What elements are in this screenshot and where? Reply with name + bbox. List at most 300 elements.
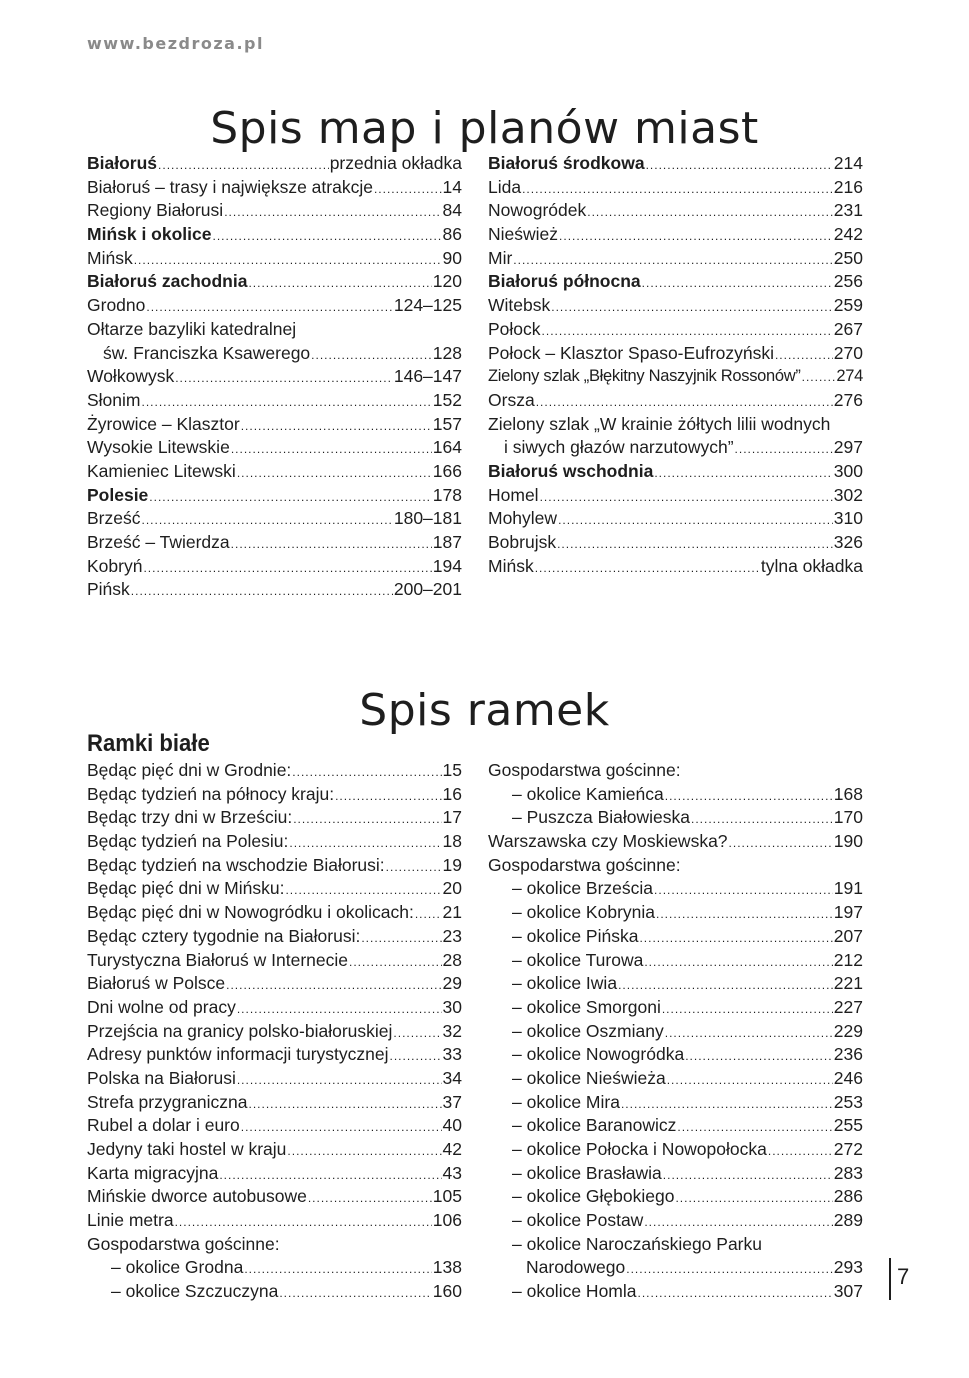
entry-title: Będąc pięć dni w Grodnie:	[87, 760, 292, 780]
entry-page: 293	[833, 1257, 863, 1278]
entry-title: Polska na Białorusi	[87, 1067, 236, 1088]
entry-page: 168	[833, 783, 863, 804]
entry-page: 212	[833, 949, 863, 970]
dot-leader	[293, 808, 441, 832]
entry-title: Karta migracyjna	[87, 1162, 219, 1183]
entry-title: Będąc tydzień na wschodzie Białorusi:	[87, 854, 385, 875]
entry-page: 30	[442, 996, 462, 1017]
entry-title: – okolice Kobrynia	[512, 902, 655, 923]
entry-title: Białoruś północna	[488, 271, 641, 292]
entry-page: 37	[442, 1091, 462, 1112]
index-entry	[488, 199, 863, 223]
entry-title: – okolice Nowogródka	[512, 1044, 685, 1065]
index-entry	[488, 1043, 863, 1067]
entry-title: Będąc trzy dni w Brześciu:	[87, 807, 293, 828]
index-entry	[488, 1233, 863, 1257]
dot-leader	[415, 903, 442, 927]
entry-title: Nowogródek	[488, 200, 587, 221]
entry-page: 250	[833, 247, 863, 268]
dot-leader	[142, 391, 432, 415]
dot-leader	[241, 415, 432, 439]
index-entry	[488, 152, 863, 176]
dot-leader	[149, 486, 432, 510]
dot-leader	[654, 879, 833, 903]
dot-leader	[390, 1045, 442, 1069]
dot-leader	[219, 1164, 441, 1188]
entry-page: 190	[833, 831, 863, 852]
entry-page: 28	[442, 949, 462, 970]
entry-page: 272	[833, 1139, 863, 1159]
entry-title: Będąc cztery tygodnie na Białorusi:	[87, 925, 361, 946]
entry-title: – okolice Kamieńca	[512, 783, 664, 804]
entry-title: Rubel a dolar i euro	[87, 1115, 240, 1136]
maps-index-right-column	[488, 152, 863, 578]
entry-title: – okolice Pińska	[512, 925, 639, 946]
index-entry	[87, 783, 462, 807]
index-entry	[488, 436, 863, 460]
dot-leader	[335, 785, 441, 809]
index-entry	[488, 270, 863, 294]
dot-leader	[654, 462, 832, 486]
entry-page: 17	[442, 807, 462, 828]
dot-leader	[249, 1093, 442, 1117]
entry-title: Dni wolne od pracy	[87, 996, 236, 1017]
entry-title: Mir	[488, 247, 513, 268]
index-entry	[488, 555, 863, 579]
dot-leader	[618, 974, 833, 998]
entry-title: – okolice Nieświeża	[512, 1067, 666, 1088]
dot-leader	[212, 225, 441, 249]
index-entry	[87, 1256, 462, 1280]
index-entry	[87, 759, 462, 783]
entry-page: 221	[833, 973, 863, 994]
dot-leader	[735, 438, 833, 462]
index-entry	[488, 223, 863, 247]
entry-page: 229	[833, 1020, 863, 1041]
entry-page: 170	[833, 807, 863, 828]
index-entry	[488, 1091, 863, 1115]
dot-leader	[158, 154, 329, 178]
index-entry	[87, 1020, 462, 1044]
white-boxes-heading: Ramki białe	[87, 730, 210, 757]
index-entry	[87, 531, 462, 555]
dot-leader	[308, 1187, 432, 1211]
entry-page: 29	[442, 973, 462, 994]
entry-title: Mińskie dworce autobusowe	[87, 1186, 307, 1207]
index-entry	[87, 1162, 462, 1186]
dot-leader	[361, 927, 441, 951]
entry-page: 236	[833, 1044, 863, 1065]
index-entry	[87, 507, 462, 531]
entry-title: Gospodarstwa gościnne:	[488, 854, 681, 875]
index-entry	[87, 270, 462, 294]
index-entry	[87, 413, 462, 437]
entry-title: Białoruś wschodnia	[488, 460, 654, 481]
index-entry	[488, 365, 863, 389]
entry-page: 84	[442, 200, 462, 221]
entry-title: – okolice Brześcia	[512, 878, 654, 899]
entry-page: 23	[442, 925, 462, 946]
index-entry	[488, 1209, 863, 1233]
entry-title: – okolice Homla	[512, 1281, 637, 1302]
entry-title: Przejścia na granicy polsko-białoruskiej	[87, 1020, 393, 1041]
dot-leader	[237, 998, 442, 1022]
entry-page: 297	[833, 437, 863, 458]
entry-title: – okolice Grodna	[111, 1257, 244, 1278]
dot-leader	[665, 785, 833, 809]
index-entry	[87, 389, 462, 413]
entry-title: Połock – Klasztor Spaso-Eufrozyński	[488, 342, 774, 363]
maps-index-left-column	[87, 152, 462, 602]
entry-page: przednia okładka	[329, 153, 462, 173]
entry-page: 307	[833, 1281, 863, 1302]
index-entry	[488, 1185, 863, 1209]
entry-title: Warszawska czy Moskiewska?	[488, 831, 728, 852]
dot-leader	[768, 1140, 833, 1164]
entry-title: Mińsk	[87, 247, 133, 268]
entry-title: Zielony szlak „Błękitny Naszyjnik Rossonów”	[488, 367, 801, 386]
entry-page: 253	[833, 1091, 863, 1112]
index-entry	[488, 389, 863, 413]
dot-leader	[667, 1069, 833, 1093]
dot-leader	[311, 344, 432, 368]
entry-page: 160	[432, 1281, 462, 1302]
dot-leader	[665, 1022, 833, 1046]
index-entry	[87, 460, 462, 484]
index-entry	[87, 1280, 462, 1304]
entry-title: Mińsk i okolice	[87, 224, 212, 245]
entry-title: Ołtarze bazyliki katedralnej	[87, 318, 297, 339]
entry-page: 255	[833, 1115, 863, 1136]
entry-title: Wołkowysk	[87, 366, 175, 387]
entry-page: 216	[833, 176, 863, 197]
index-entry	[87, 199, 462, 223]
entry-page: 194	[432, 555, 462, 576]
dot-leader	[226, 974, 441, 998]
entry-title: Lida	[488, 176, 522, 197]
index-entry	[87, 877, 462, 901]
index-entry	[87, 1185, 462, 1209]
index-entry	[488, 806, 863, 830]
entry-page: 18	[442, 831, 462, 852]
index-entry	[488, 413, 863, 437]
dot-leader	[244, 1258, 431, 1282]
index-entry	[488, 247, 863, 271]
dot-leader	[729, 832, 833, 856]
dot-leader	[663, 1164, 833, 1188]
entry-title: – okolice Smorgoni	[512, 996, 661, 1017]
entry-page: 146–147	[393, 366, 462, 387]
entry-page: tylna okładka	[760, 555, 863, 576]
index-entry	[87, 806, 462, 830]
entry-title: Kamieniec Litewski	[87, 460, 236, 481]
entry-page: 106	[432, 1210, 462, 1231]
entry-title: – Puszcza Białowieska	[512, 807, 690, 828]
index-entry	[87, 365, 462, 389]
entry-title: Gospodarstwa gościnne:	[488, 760, 681, 780]
entry-title: Połock	[488, 318, 541, 339]
maps-section-title: Spis map i planów miast	[210, 103, 759, 155]
dot-leader	[393, 1022, 441, 1046]
index-entry	[87, 901, 462, 925]
dot-leader	[237, 462, 432, 486]
entry-page: 191	[833, 878, 863, 899]
dot-leader	[685, 1045, 833, 1069]
entry-page: 276	[833, 389, 863, 410]
index-entry	[488, 1280, 863, 1304]
dot-leader	[675, 1187, 832, 1211]
index-entry	[488, 531, 863, 555]
index-entry	[488, 342, 863, 366]
index-entry	[87, 318, 462, 342]
index-entry	[488, 176, 863, 200]
entry-title: – okolice Naroczańskiego Parku	[512, 1233, 762, 1254]
entry-title: Regiony Białorusi	[87, 200, 224, 221]
entry-title: Słonim	[87, 389, 141, 410]
dot-leader	[287, 1140, 441, 1164]
dot-leader	[677, 1116, 832, 1140]
page-number: 7	[897, 1264, 910, 1289]
dot-leader	[143, 557, 431, 581]
entry-title: Witebsk	[488, 295, 551, 316]
index-entry	[488, 901, 863, 925]
entry-page: 227	[833, 996, 863, 1017]
index-entry	[488, 1020, 863, 1044]
index-entry	[87, 949, 462, 973]
index-entry	[488, 830, 863, 854]
dot-leader	[542, 320, 833, 344]
dot-leader	[551, 296, 833, 320]
entry-page: 180–181	[393, 508, 462, 529]
index-entry	[87, 342, 462, 366]
index-entry	[87, 294, 462, 318]
entry-title: – okolice Iwia	[512, 973, 618, 994]
entry-title: Żyrowice – Klasztor	[87, 413, 240, 434]
dot-leader	[621, 1093, 833, 1117]
entry-page: 270	[833, 342, 863, 363]
index-entry	[87, 830, 462, 854]
entry-page: 124–125	[393, 295, 462, 316]
dot-leader	[662, 998, 833, 1022]
page-number-divider	[889, 1258, 891, 1300]
dot-leader	[626, 1258, 833, 1282]
dot-leader	[656, 903, 833, 927]
entry-page: 86	[442, 224, 462, 245]
entry-title: Gospodarstwa gościnne:	[87, 1233, 280, 1254]
dot-leader	[644, 951, 832, 975]
index-entry	[87, 1091, 462, 1115]
entry-page: 152	[432, 389, 462, 410]
index-entry	[87, 436, 462, 460]
entry-title: Białoruś – trasy i największe atrakcje	[87, 176, 373, 197]
entry-page: 34	[442, 1067, 462, 1088]
entry-title: Będąc pięć dni w Mińsku:	[87, 878, 285, 899]
index-entry	[488, 1067, 863, 1091]
entry-page: 43	[442, 1162, 462, 1183]
index-entry	[488, 759, 863, 783]
entry-title: Grodno	[87, 295, 146, 316]
entry-page: 21	[442, 902, 462, 923]
dot-leader	[646, 154, 833, 178]
index-entry	[87, 484, 462, 508]
boxes-index-right-column	[488, 759, 863, 1304]
entry-title: Turystyczna Białoruś w Internecie	[87, 949, 348, 970]
entry-title: – okolice Postaw	[512, 1210, 644, 1231]
entry-title: Narodowego	[526, 1257, 626, 1278]
entry-page: 105	[432, 1186, 462, 1207]
dot-leader	[141, 509, 392, 533]
entry-title: – okolice Baranowicz	[512, 1115, 677, 1136]
entry-title: Brześć – Twierdza	[87, 532, 230, 552]
dot-leader	[557, 533, 833, 557]
entry-title: Pińsk	[87, 579, 130, 600]
entry-page: 14	[442, 176, 462, 197]
entry-page: 246	[833, 1067, 863, 1088]
entry-page: 310	[833, 508, 863, 529]
entry-page: 157	[432, 413, 462, 434]
entry-title: Będąc pięć dni w Nowogródku i okolicach:	[87, 902, 414, 923]
entry-title: Białoruś	[87, 153, 158, 173]
entry-title: św. Franciszka Ksawerego	[103, 342, 311, 363]
dot-leader	[535, 557, 760, 581]
dot-leader	[559, 225, 833, 249]
entry-title: Wysokie Litewskie	[87, 437, 230, 458]
entry-page: 90	[442, 247, 462, 268]
entry-page: 283	[833, 1162, 863, 1183]
dot-leader	[638, 1282, 833, 1306]
dot-leader	[802, 366, 836, 390]
dot-leader	[175, 1211, 432, 1235]
index-entry	[488, 877, 863, 901]
entry-title: Brześć	[87, 508, 141, 529]
entry-title: Bobrujsk	[488, 532, 557, 552]
index-entry	[87, 1209, 462, 1233]
dot-leader	[231, 533, 432, 557]
dot-leader	[237, 1069, 442, 1093]
entry-title: Orsza	[488, 389, 535, 410]
index-entry	[87, 996, 462, 1020]
dot-leader	[175, 367, 393, 391]
dot-leader	[536, 391, 833, 415]
entry-page: 187	[432, 532, 462, 552]
index-entry	[488, 460, 863, 484]
entry-title: Jedyny taki hostel w kraju	[87, 1139, 287, 1159]
entry-page: 197	[833, 902, 863, 923]
index-entry	[488, 996, 863, 1020]
entry-page: 231	[833, 200, 863, 221]
entry-page: 259	[833, 295, 863, 316]
entry-title: Białoruś zachodnia	[87, 271, 248, 292]
entry-title: Mohylew	[488, 508, 558, 529]
entry-title: Homel	[488, 484, 539, 505]
entry-page: 178	[432, 484, 462, 505]
entry-page: 128	[432, 342, 462, 363]
entry-page: 120	[432, 271, 462, 292]
dot-leader	[644, 1211, 832, 1235]
entry-page: 166	[432, 460, 462, 481]
dot-leader	[279, 1282, 431, 1306]
entry-page: 289	[833, 1210, 863, 1231]
entry-title: Polesie	[87, 484, 149, 505]
dot-leader	[386, 856, 442, 880]
entry-page: 200–201	[393, 579, 462, 600]
dot-leader	[289, 832, 441, 856]
entry-page: 326	[833, 532, 863, 552]
index-entry	[87, 152, 462, 176]
entry-page: 214	[833, 153, 863, 173]
dot-leader	[349, 951, 442, 975]
entry-title: – okolice Szczuczyna	[111, 1281, 279, 1302]
index-entry	[488, 1162, 863, 1186]
entry-title: Strefa przygraniczna	[87, 1091, 248, 1112]
entry-page: 40	[442, 1115, 462, 1136]
entry-title: Linie metra	[87, 1210, 174, 1231]
entry-page: 207	[833, 925, 863, 946]
index-entry	[87, 1067, 462, 1091]
entry-title: – okolice Oszmiany	[512, 1020, 664, 1041]
entry-page: 256	[833, 271, 863, 292]
boxes-index-left-column	[87, 759, 462, 1304]
dot-leader	[285, 879, 441, 903]
index-entry	[87, 555, 462, 579]
entry-title: – okolice Turowa	[512, 949, 644, 970]
dot-leader	[587, 201, 833, 225]
index-entry	[488, 783, 863, 807]
boxes-section-title: Spis ramek	[359, 685, 610, 737]
index-entry	[488, 507, 863, 531]
entry-title: Będąc tydzień na północy kraju:	[87, 783, 335, 804]
entry-page: 138	[432, 1257, 462, 1278]
dot-leader	[292, 761, 441, 785]
dot-leader	[134, 249, 442, 273]
entry-title: Białoruś środkowa	[488, 153, 645, 173]
entry-page: 267	[833, 318, 863, 339]
entry-title: Nieśwież	[488, 224, 559, 245]
index-entry	[87, 578, 462, 602]
index-entry	[87, 1138, 462, 1162]
index-entry	[87, 1233, 462, 1257]
dot-leader	[639, 927, 832, 951]
index-entry	[87, 925, 462, 949]
index-entry	[488, 925, 863, 949]
index-entry	[87, 854, 462, 878]
dot-leader	[146, 296, 392, 320]
entry-title: Białoruś w Polsce	[87, 973, 226, 994]
dot-leader	[248, 272, 431, 296]
dot-leader	[540, 486, 833, 510]
index-entry	[87, 1114, 462, 1138]
dot-leader	[691, 808, 833, 832]
entry-page: 19	[442, 854, 462, 875]
dot-leader	[374, 178, 442, 202]
index-entry	[488, 318, 863, 342]
dot-leader	[224, 201, 441, 225]
entry-page: 286	[833, 1186, 863, 1207]
entry-page: 242	[833, 224, 863, 245]
entry-title: Mińsk	[488, 555, 534, 576]
entry-page: 33	[442, 1044, 462, 1065]
entry-title: – okolice Głębokiego	[512, 1186, 675, 1207]
index-entry	[87, 223, 462, 247]
entry-title: – okolice Mira	[512, 1091, 620, 1112]
index-entry	[87, 972, 462, 996]
dot-leader	[231, 438, 432, 462]
index-entry	[87, 176, 462, 200]
entry-page: 300	[833, 460, 863, 481]
index-entry	[488, 854, 863, 878]
dot-leader	[131, 580, 393, 604]
entry-page: 164	[432, 437, 462, 458]
